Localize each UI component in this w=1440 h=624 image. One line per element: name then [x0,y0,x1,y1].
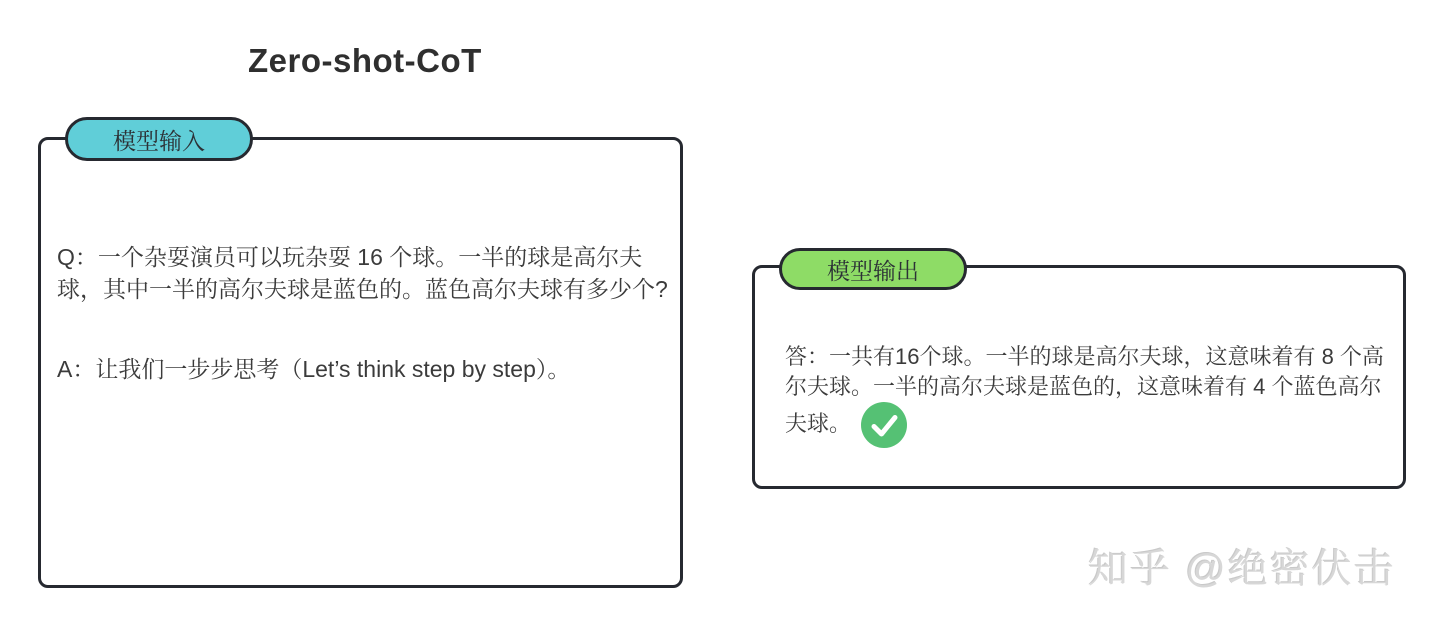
diagram-title: Zero-shot-CoT [248,42,482,79]
model-input-panel [38,127,683,588]
check-icon [861,402,907,448]
answer-prompt-text: A：让我们一步步思考（Let’s think step by step）。 [57,356,571,382]
watermark-text: 知乎 @绝密伏击 [1088,547,1396,591]
question-text: Q：一个杂耍演员可以玩杂耍 16 个球。一半的球是高尔夫球，其中一半的高尔夫球是蓝色的。蓝色高尔夫球有多少个? [57,244,668,302]
response-text-content: 答：一共有16个球。一半的球是高尔夫球，这意味着有 8 个高尔夫球。一半的高尔夫球是蓝色的，这意味着有 4 个蓝色高尔夫球。 [785,344,1384,436]
model-output-tab: 模型输出 [779,248,967,290]
model-input-tab: 模型输入 [65,117,253,161]
model-output-panel [752,257,1406,489]
response-text [785,342,1385,448]
